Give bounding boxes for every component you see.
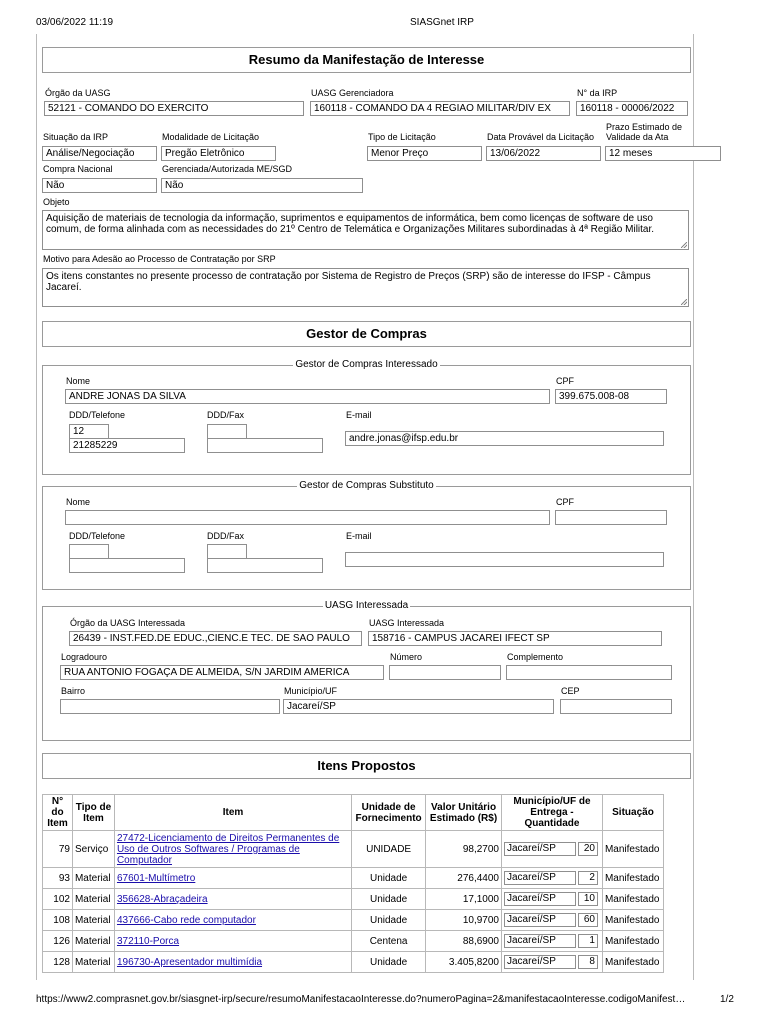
bairro-label: Bairro xyxy=(61,686,86,696)
cell-valor: 98,2700 xyxy=(426,831,502,868)
page-title: SIASGnet IRP xyxy=(410,17,474,28)
modalidade-field[interactable]: Pregão Eletrônico xyxy=(161,146,276,161)
quantidade-input[interactable]: 1 xyxy=(578,934,598,948)
data-licitacao-field[interactable]: 13/06/2022 xyxy=(486,146,601,161)
cell-tipo: Serviço xyxy=(72,831,114,868)
quantidade-input[interactable]: 20 xyxy=(578,842,598,856)
tipo-licitacao-label: Tipo de Licitação xyxy=(368,132,436,142)
cell-valor: 3.405,8200 xyxy=(426,952,502,973)
table-row xyxy=(43,931,664,952)
municipio-input[interactable]: Jacareí/SP xyxy=(504,871,576,885)
municipio-input[interactable]: Jacareí/SP xyxy=(504,934,576,948)
substituto-fax-field[interactable] xyxy=(207,558,323,573)
substituto-fax-ddd-field[interactable] xyxy=(207,544,247,559)
gerenciada-field[interactable]: Não xyxy=(161,178,363,193)
gestor-interessado-fieldset xyxy=(42,359,691,475)
cell-numero: 102 xyxy=(43,889,73,910)
quantidade-input[interactable]: 10 xyxy=(578,892,598,906)
orgao-label: Órgão da UASG xyxy=(45,88,111,98)
motivo-label: Motivo para Adesão ao Processo de Contratação por SRP xyxy=(43,254,276,264)
cell-situacao: Manifestado xyxy=(602,889,663,910)
prazo-label-1: Prazo Estimado de xyxy=(606,122,683,132)
item-link[interactable]: 27472-Licenciamento de Direitos Permanentes de Uso de Outros Softwares / Programas de Computador xyxy=(116,832,340,866)
col-header-municipio: Município/UF de Entrega - Quantidade xyxy=(501,795,602,831)
cell-tipo: Material xyxy=(72,889,114,910)
item-link[interactable]: 67601-Multímetro xyxy=(116,872,196,884)
gestor-nome-field[interactable]: ANDRE JONAS DA SILVA xyxy=(65,389,550,404)
objeto-text: Aquisição de materiais de tecnologia da informação, suprimentos e equipamentos de informática, bem como licenças de software de uso comum, de forma alinhada com as necessidades do 21º Centro de Telemática e Organizações Militares subordinadas à 4ª Região Militar. xyxy=(46,213,655,235)
cell-situacao: Manifestado xyxy=(602,910,663,931)
logradouro-label: Logradouro xyxy=(61,652,108,662)
substituto-email-label: E-mail xyxy=(346,531,372,541)
cell-valor: 88,6900 xyxy=(426,931,502,952)
substituto-tel-label: DDD/Telefone xyxy=(69,531,126,541)
cell-unidade: Centena xyxy=(352,931,426,952)
gestor-telefone-field[interactable]: 21285229 xyxy=(69,438,185,453)
complemento-label: Complemento xyxy=(507,652,564,662)
gestor-interessado-legend: Gestor de Compras Interessado xyxy=(295,359,438,370)
uasg-gerenciadora-label: UASG Gerenciadora xyxy=(311,88,394,98)
item-link[interactable]: 372110-Porca xyxy=(116,935,180,947)
motivo-text: Os itens constantes no presente processo de contratação por Sistema de Registro de Preços (SRP) são de interesse do IFSP - Câmpus Jacareí. xyxy=(46,271,651,293)
gestor-ddd-field[interactable]: 12 xyxy=(69,424,109,439)
uasg-uasg-field[interactable]: 158716 - CAMPUS JACAREI IFECT SP xyxy=(368,631,662,646)
complemento-field[interactable] xyxy=(506,665,672,680)
municipio-input[interactable]: Jacareí/SP xyxy=(504,913,576,927)
cell-unidade: Unidade xyxy=(352,910,426,931)
municipio-input[interactable]: Jacareí/SP xyxy=(504,955,576,969)
irp-label: N° da IRP xyxy=(577,88,618,98)
cep-label: CEP xyxy=(561,686,580,696)
table-row xyxy=(43,952,664,973)
cell-unidade: UNIDADE xyxy=(352,831,426,868)
quantidade-input[interactable]: 60 xyxy=(578,913,598,927)
col-header-valor: Valor Unitário Estimado (R$) xyxy=(426,795,502,831)
gestor-fax-ddd-field[interactable] xyxy=(207,424,247,439)
irp-field[interactable]: 160118 - 00006/2022 xyxy=(576,101,688,116)
col-header-tipo: Tipo de Item xyxy=(72,795,114,831)
bairro-field[interactable] xyxy=(60,699,280,714)
numero-field[interactable] xyxy=(389,665,501,680)
cell-numero: 108 xyxy=(43,910,73,931)
gestor-fax-field[interactable] xyxy=(207,438,323,453)
gestor-fax-label: DDD/Fax xyxy=(207,410,245,420)
cell-numero: 79 xyxy=(43,831,73,868)
municipio-label: Município/UF xyxy=(284,686,338,696)
item-link[interactable]: 437666-Cabo rede computador xyxy=(116,914,256,926)
table-row xyxy=(43,868,664,889)
substituto-telefone-field[interactable] xyxy=(69,558,185,573)
cell-valor: 10,9700 xyxy=(426,910,502,931)
table-row xyxy=(43,910,664,931)
orgao-field[interactable]: 52121 - COMANDO DO EXERCITO xyxy=(44,101,304,116)
motivo-textarea[interactable] xyxy=(42,268,689,307)
item-link[interactable]: 196730-Apresentador multimídia xyxy=(116,956,263,968)
col-header-item: Item xyxy=(114,795,351,831)
numero-label: Número xyxy=(390,652,423,662)
uasg-orgao-field[interactable]: 26439 - INST.FED.DE EDUC.,CIENC.E TEC. DE SAO PAULO xyxy=(69,631,362,646)
gestor-email-field[interactable]: andre.jonas@ifsp.edu.br xyxy=(345,431,664,446)
substituto-cpf-label: CPF xyxy=(556,497,574,507)
prazo-label-2: Validade da Ata xyxy=(606,132,669,142)
cell-situacao: Manifestado xyxy=(602,868,663,889)
cell-tipo: Material xyxy=(72,952,114,973)
municipio-input[interactable]: Jacareí/SP xyxy=(504,892,576,906)
print-url: https://www2.comprasnet.gov.br/siasgnet-irp/secure/resumoManifestacaoInteresse.do?numeroPagina=2&manifestacaoInteresse.codigoManifest… xyxy=(36,994,686,1005)
substituto-nome-label: Nome xyxy=(66,497,91,507)
cell-unidade: Unidade xyxy=(352,868,426,889)
cep-field[interactable] xyxy=(560,699,672,714)
modalidade-label: Modalidade de Licitação xyxy=(162,132,260,142)
objeto-textarea[interactable] xyxy=(42,210,689,250)
cell-numero: 93 xyxy=(43,868,73,889)
col-header-situacao: Situação xyxy=(602,795,663,831)
compra-nacional-field[interactable]: Não xyxy=(42,178,157,193)
tipo-licitacao-field[interactable]: Menor Preço xyxy=(367,146,482,161)
col-header-numero: N° do Item xyxy=(43,795,73,831)
municipio-input[interactable]: Jacareí/SP xyxy=(504,842,576,856)
objeto-label: Objeto xyxy=(43,197,70,207)
quantidade-input[interactable]: 2 xyxy=(578,871,598,885)
compra-nacional-label: Compra Nacional xyxy=(43,164,113,174)
gestor-title: Gestor de Compras xyxy=(42,321,691,347)
cell-situacao: Manifestado xyxy=(602,952,663,973)
itens-title: Itens Propostos xyxy=(42,753,691,779)
cell-unidade: Unidade xyxy=(352,889,426,910)
uasg-interessada-legend: UASG Interessada xyxy=(324,600,409,611)
cell-unidade: Unidade xyxy=(352,952,426,973)
uasg-uasg-label: UASG Interessada xyxy=(369,618,445,628)
col-header-unidade: Unidade de Fornecimento xyxy=(352,795,426,831)
cell-numero: 128 xyxy=(43,952,73,973)
cell-numero: 126 xyxy=(43,931,73,952)
cell-valor: 276,4400 xyxy=(426,868,502,889)
substituto-email-field[interactable] xyxy=(345,552,664,567)
item-link[interactable]: 356628-Abraçadeira xyxy=(116,893,208,905)
cell-valor: 17,1000 xyxy=(426,889,502,910)
situacao-field[interactable]: Análise/Negociação xyxy=(42,146,157,161)
gestor-tel-label: DDD/Telefone xyxy=(69,410,126,420)
substituto-cpf-field[interactable] xyxy=(555,510,667,525)
cell-tipo: Material xyxy=(72,868,114,889)
gerenciada-label: Gerenciada/Autorizada ME/SGD xyxy=(162,164,293,174)
cell-situacao: Manifestado xyxy=(602,931,663,952)
uasg-gerenciadora-field[interactable]: 160118 - COMANDO DA 4 REGIAO MILITAR/DIV EX xyxy=(310,101,570,116)
quantidade-input[interactable]: 8 xyxy=(578,955,598,969)
itens-table xyxy=(42,794,664,973)
gestor-cpf-field[interactable]: 399.675.008-08 xyxy=(555,389,667,404)
table-header-row xyxy=(43,795,664,831)
logradouro-field[interactable]: RUA ANTONIO FOGAÇA DE ALMEIDA, S/N JARDIM AMERICA xyxy=(60,665,384,680)
gestor-nome-label: Nome xyxy=(66,376,91,386)
uasg-orgao-label: Órgão da UASG Interessada xyxy=(70,618,186,628)
cell-situacao: Manifestado xyxy=(602,831,663,868)
gestor-cpf-label: CPF xyxy=(556,376,574,386)
gestor-email-label: E-mail xyxy=(346,410,372,420)
print-datetime: 03/06/2022 11:19 xyxy=(36,17,114,28)
resize-grip-icon[interactable] xyxy=(681,299,687,305)
gestor-substituto-legend: Gestor de Compras Substituto xyxy=(299,480,434,491)
substituto-nome-field[interactable] xyxy=(65,510,550,525)
table-row xyxy=(43,889,664,910)
prazo-field[interactable]: 12 meses xyxy=(605,146,721,161)
municipio-field[interactable]: Jacareí/SP xyxy=(283,699,554,714)
substituto-ddd-field[interactable] xyxy=(69,544,109,559)
resumo-title: Resumo da Manifestação de Interesse xyxy=(42,47,691,73)
cell-tipo: Material xyxy=(72,910,114,931)
situacao-label: Situação da IRP xyxy=(43,132,109,142)
print-page-number: 1/2 xyxy=(720,994,734,1005)
table-row xyxy=(43,831,664,868)
data-licitacao-label: Data Provável da Licitação xyxy=(487,132,595,142)
cell-tipo: Material xyxy=(72,931,114,952)
resize-grip-icon[interactable] xyxy=(681,242,687,248)
substituto-fax-label: DDD/Fax xyxy=(207,531,245,541)
